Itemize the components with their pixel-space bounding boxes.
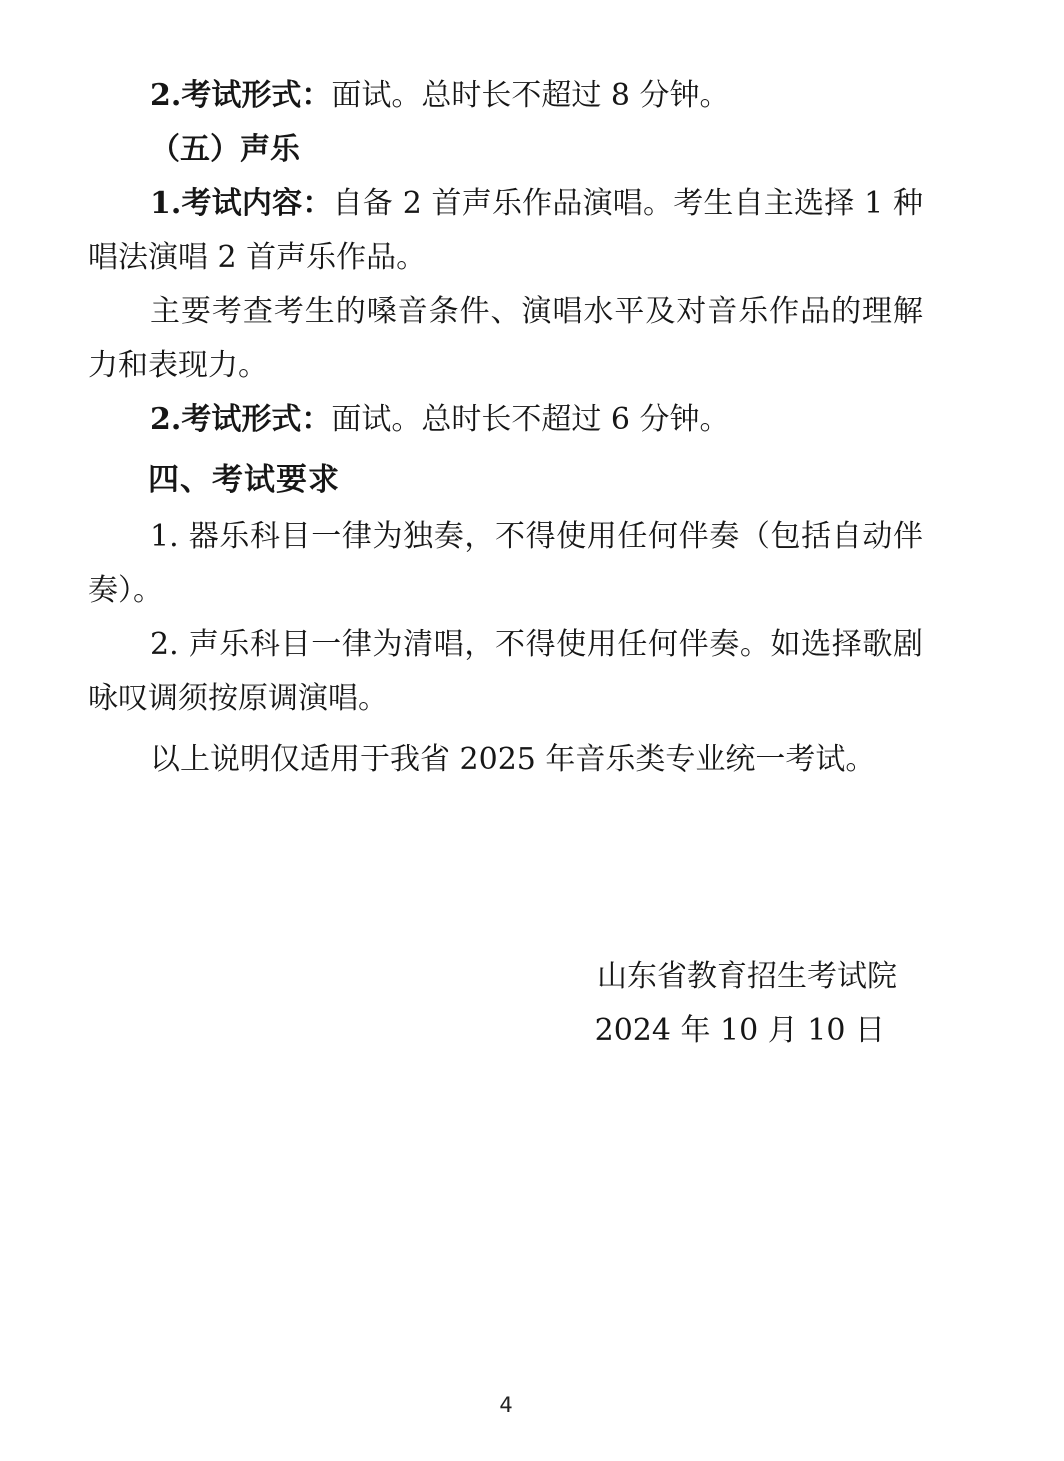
paragraph-label: 2.考试形式： <box>150 402 332 437</box>
paragraph-requirement-instrumental: 1. 器乐科目一律为独奏，不得使用任何伴奏（包括自动伴奏）。 <box>88 519 923 608</box>
signature-date: 2024 年 10 月 10 日 <box>594 1013 885 1048</box>
paragraph-text: 自备 2 首声乐作品演唱。考生自主选择 1 种唱法演唱 2 首声乐作品。 <box>88 186 923 275</box>
subsection-heading-vocal-music: （五）声乐 <box>150 132 300 167</box>
paragraph-assessment-focus: 主要考查考生的嗓音条件、演唱水平及对音乐作品的理解力和表现力。 <box>88 294 923 383</box>
paragraph-exam-format-vocal <box>88 393 923 447</box>
paragraph-requirement-vocal: 2. 声乐科目一律为清唱，不得使用任何伴奏。如选择歌剧咏叹调须按原调演唱。 <box>88 627 923 716</box>
signature-block <box>88 950 923 1058</box>
paragraph-exam-content-vocal <box>88 177 923 285</box>
signature-organization: 山东省教育招生考试院 <box>597 959 897 994</box>
page-number: 4 <box>499 1393 513 1417</box>
paragraph-label: 2.考试形式： <box>150 78 332 113</box>
paragraph-closing-note: 以上说明仅适用于我省 2025 年音乐类专业统一考试。 <box>150 742 876 777</box>
paragraph-exam-format-vocal-prev <box>88 69 923 123</box>
paragraph-text: 面试。总时长不超过 8 分钟。 <box>331 78 730 113</box>
paragraph-text: 面试。总时长不超过 6 分钟。 <box>331 402 730 437</box>
section-heading-exam-requirements: 四、考试要求 <box>148 462 340 498</box>
paragraph-label: 1.考试内容： <box>150 186 333 221</box>
